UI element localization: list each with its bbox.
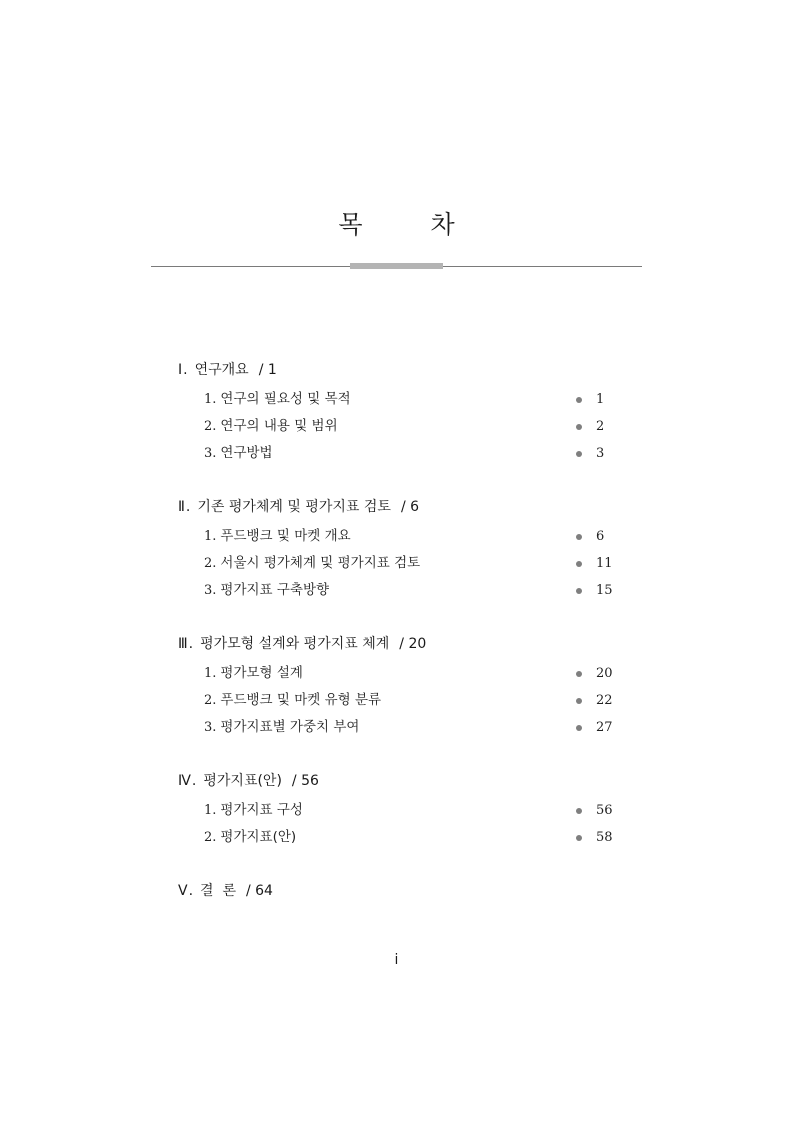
section-page: 22 — [596, 693, 613, 708]
leader-dot-icon — [576, 397, 582, 403]
toc-entry[interactable] — [178, 440, 618, 467]
section-number: 3. — [204, 446, 217, 461]
section-title: 평가지표(안) — [220, 829, 297, 845]
toc-entry[interactable] — [178, 824, 618, 851]
chapter-title: 연구개요 — [194, 362, 249, 378]
chapter-3 — [178, 634, 618, 741]
section-page: 27 — [596, 720, 613, 735]
toc-entry[interactable] — [178, 550, 618, 577]
section-number: 2. — [204, 556, 217, 571]
chapter-number: Ⅲ. — [178, 636, 195, 652]
toc-entry[interactable] — [178, 413, 618, 440]
chapter-title: 평가지표(안) — [203, 773, 282, 789]
section-page: 11 — [596, 556, 613, 571]
leader-dot-icon — [576, 671, 582, 677]
section-list — [178, 386, 618, 467]
chapter-page: / 1 — [258, 362, 277, 378]
chapter-title: 결 론 — [200, 883, 236, 899]
chapter-page: / 64 — [245, 883, 273, 899]
chapter-page: / 20 — [399, 636, 427, 652]
leader-dot-icon — [576, 451, 582, 457]
section-title: 푸드뱅크 및 마켓 유형 분류 — [220, 692, 382, 708]
chapter-number: Ⅰ. — [178, 362, 189, 378]
section-page: 56 — [596, 803, 613, 818]
section-number: 3. — [204, 720, 217, 735]
page-number: i — [394, 952, 399, 968]
chapter-4 — [178, 771, 618, 851]
chapter-number: Ⅴ. — [178, 883, 195, 899]
chapter-title: 기존 평가체계 및 평가지표 검토 — [197, 499, 391, 515]
section-number: 3. — [204, 583, 217, 598]
chapter-page: / 6 — [400, 499, 420, 515]
table-of-contents — [178, 360, 618, 931]
leader-dot-icon — [576, 698, 582, 704]
section-number: 2. — [204, 830, 217, 845]
page-title: 목 차 — [338, 210, 485, 239]
section-title: 연구의 내용 및 범위 — [220, 418, 338, 434]
leader-dot-icon — [576, 424, 582, 430]
section-page: 58 — [596, 830, 613, 845]
leader-dot-icon — [576, 725, 582, 731]
toc-entry[interactable] — [178, 386, 618, 413]
section-list — [178, 797, 618, 851]
section-number: 1. — [204, 803, 217, 818]
toc-entry[interactable] — [178, 523, 618, 550]
section-number: 2. — [204, 419, 217, 434]
chapter-page: / 56 — [291, 773, 319, 789]
section-list — [178, 660, 618, 741]
chapter-1 — [178, 360, 618, 467]
toc-entry[interactable] — [178, 687, 618, 714]
section-title: 연구방법 — [220, 445, 273, 461]
chapter-heading[interactable] — [178, 360, 618, 380]
section-title: 서울시 평가체계 및 평가지표 검토 — [220, 555, 421, 571]
section-page: 15 — [596, 583, 613, 598]
toc-entry[interactable] — [178, 660, 618, 687]
title-rule-accent — [350, 263, 443, 269]
section-title: 평가지표별 가중치 부여 — [220, 719, 360, 735]
section-page: 6 — [596, 529, 605, 544]
section-list — [178, 523, 618, 604]
chapter-2 — [178, 497, 618, 604]
section-title: 푸드뱅크 및 마켓 개요 — [220, 528, 351, 544]
section-title: 평가지표 구성 — [220, 802, 303, 818]
chapter-title: 평가모형 설계와 평가지표 체계 — [200, 636, 390, 652]
section-title: 평가모형 설계 — [220, 665, 303, 681]
toc-entry[interactable] — [178, 797, 618, 824]
leader-dot-icon — [576, 835, 582, 841]
section-number: 1. — [204, 529, 217, 544]
section-number: 2. — [204, 693, 217, 708]
section-title: 연구의 필요성 및 목적 — [220, 391, 351, 407]
chapter-heading[interactable] — [178, 881, 618, 901]
section-page: 1 — [596, 392, 605, 407]
chapter-heading[interactable] — [178, 497, 618, 517]
chapter-heading[interactable] — [178, 634, 618, 654]
section-title: 평가지표 구축방향 — [220, 582, 330, 598]
toc-entry[interactable] — [178, 577, 618, 604]
leader-dot-icon — [576, 808, 582, 814]
toc-entry[interactable] — [178, 714, 618, 741]
section-number: 1. — [204, 392, 217, 407]
section-page: 3 — [596, 446, 605, 461]
chapter-5 — [178, 881, 618, 901]
chapter-number: Ⅱ. — [178, 499, 192, 515]
leader-dot-icon — [576, 588, 582, 594]
leader-dot-icon — [576, 534, 582, 540]
section-number: 1. — [204, 666, 217, 681]
section-page: 2 — [596, 419, 605, 434]
leader-dot-icon — [576, 561, 582, 567]
chapter-heading[interactable] — [178, 771, 618, 791]
section-page: 20 — [596, 666, 613, 681]
chapter-number: Ⅳ. — [178, 773, 198, 789]
